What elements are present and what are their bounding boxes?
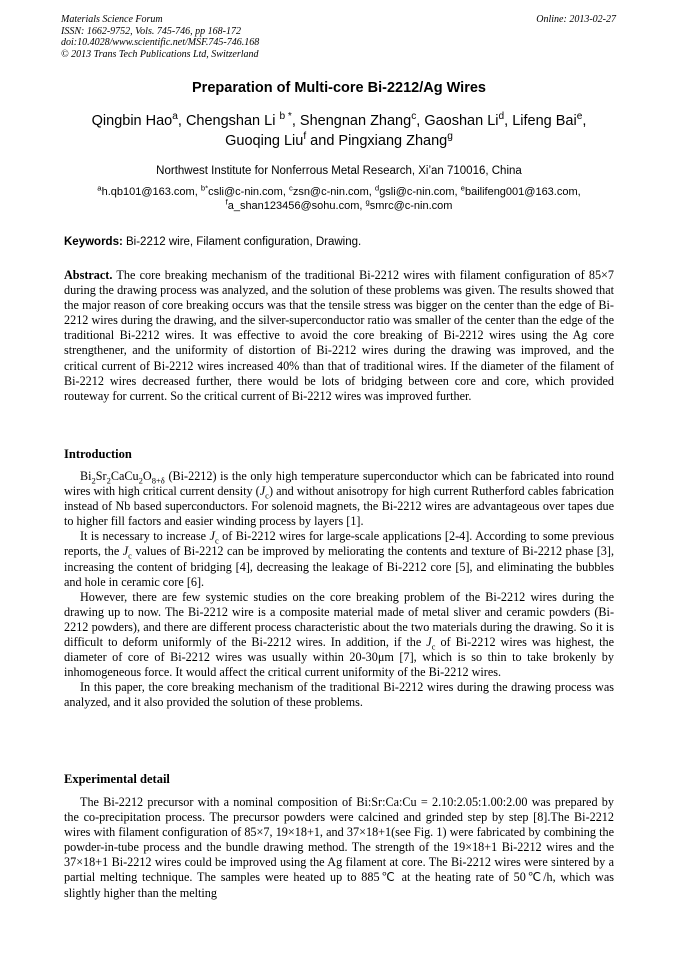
keywords-text: Bi-2212 wire, Filament configuration, Drawing. — [126, 236, 362, 248]
affiliation: Northwest Institute for Nonferrous Metal Research, Xi’an 710016, China — [156, 165, 522, 177]
paragraph: In this paper, the core breaking mechanism of the traditional Bi-2212 wires during the drawing process was analyzed, and it also provided the solution of these problems. — [64, 680, 614, 710]
author: Guoqing Liu$^f$ — [225, 131, 307, 149]
author-list: Qingbin Hao$^a$, Chengshan Li $^{b *}$, Shengnan Zhang$^c$, Gaoshan Li$^d$, Lifeng Bai$^e$, Guoqing Liu$^f$ and Pingxiang Zhang$^g$ — [91, 111, 587, 149]
introduction-body — [64, 469, 614, 711]
experimental-body — [64, 795, 614, 901]
email[interactable]: $^c$zsn@c-nin.com, — [288, 183, 372, 198]
abstract-label: Abstract. — [64, 268, 113, 282]
section-heading-experimental: Experimental detail — [64, 772, 170, 786]
abstract — [64, 268, 614, 404]
copyright-line: © 2013 Trans Tech Publications Ltd, Switzerland — [61, 48, 259, 60]
email[interactable]: $^d$gsli@c-nin.com, — [374, 183, 458, 198]
author: Shengnan Zhang$^c$ — [299, 111, 417, 129]
email[interactable]: $^a$h.qb101@163.com, — [97, 183, 198, 198]
author: Qingbin Hao$^a$ — [91, 111, 178, 129]
email[interactable]: $^e$bailifeng001@163.com, — [460, 183, 581, 198]
paragraph: $Bi_2Sr_2CaCu_2O_{8+\delta}$ (Bi-2212) is the only high temperature superconductor which can be fabricated into round wires with high critical current density $(J_c)$ and without anisotropy for high current Rutherford cables fabrication instead of Nb based superconductors. For solenoid magnets, the Bi-2212 wires are advantageous over tapes due to higher fill factors and easier winding process by layers [1]. — [64, 469, 614, 529]
issn-line: ISSN: 1662-9752, Vols. 745-746, pp 168-172 — [61, 25, 241, 37]
running-header — [61, 14, 616, 60]
paragraph: However, there are few systemic studies on the core breaking problem of the Bi-2212 wires during the drawing up to now. The Bi-2212 wire is a composite material made of metal sliver and ceramic powders (Bi-2212 powders), and there are different process characteristic about the two materials during the drawing. So it is difficult to deform uniformly of the Bi-2212 wires. In addition, if the $J_c$ of Bi-2212 wires was highest, the diameter of core of Bi-2212 wires was usually within 20-30μm [7], which is so thin to take brokenly by inhomogeneous force. It would affect the critical current uniformity of the Bi-2212 wires. — [64, 589, 614, 680]
paper-title: Preparation of Multi-core Bi-2212/Ag Wires — [192, 80, 486, 96]
keywords-label: Keywords: — [64, 236, 123, 248]
keywords — [64, 236, 361, 248]
author: Gaoshan Li$^d$ — [424, 111, 505, 129]
email-list — [40, 185, 638, 213]
journal-name: Materials Science Forum — [61, 14, 163, 25]
abstract-text: The core breaking mechanism of the traditional Bi-2212 wires with filament configuration of 85×7 during the drawing process was analyzed, and the solution of these problems was given. The results showed that the major reason of core breaking occurs was that the tensile stress was bigger on the center than the edge of Bi-2212 wires during the drawing, and the silver-superconductor ratio was smaller of the center than the edge of the traditional Bi-2212 wires. It was effective to avoid the core breaking of Bi-2212 wires using the Ag core strengthener, and the uniformity of distortion of Bi-2212 wires during the drawing was improved, and the critical current of Bi-2212 wires increased 40% than that of traditional wires. If the diameter of the filament of Bi-2212 wires decreased further, there would be lots of bridging between core and core, which provided routeway for current. So the critical current of Bi-2212 wires was improved further. — [64, 268, 614, 403]
email[interactable]: $^f$a_shan123456@sohu.com, — [225, 197, 363, 212]
paragraph: It is necessary to increase $J_c$ of Bi-2212 wires for large-scale applications [2-4]. According to some previous reports, the $J_c$ values of Bi-2212 can be improved by meliorating the contents and texture of Bi-2212 phase [3], increasing the content of bridging [4], decreasing the leakage of Bi-2212 core [5], and eliminating the bubbles and hole in ceramic core [6]. — [64, 529, 615, 589]
author: Chengshan Li $^{b *}$ — [185, 111, 292, 129]
online-date: Online: 2013-02-27 — [536, 14, 616, 25]
email[interactable]: $^{b*}$csli@c-nin.com, — [200, 183, 286, 198]
section-heading-introduction: Introduction — [64, 447, 132, 461]
author: Lifeng Bai$^e$ — [512, 111, 583, 129]
paragraph: The Bi-2212 precursor with a nominal composition of Bi:Sr:Ca:Cu = 2.10:2.05:1.00:2.00 was prepared by the co-precipitation process. The precursor powders were calcined and grinded step by step [8].The Bi-2212 wires with filament configuration of 85×7, 19×18+1, and 37×18+1(see Fig. 1) were fabricated by combining the powder-in-tube process and the bundle drawing method. The strength of the 19×18+1 Bi-2212 wires and the 37×18+1 Bi-2212 wires could be improved using the Ag filament at core. The Bi-2212 wires were sintered by a partial melting technique. The samples were heated up to 885℃ at the heating rate of 50℃/h, which was slightly higher than the melting — [64, 795, 614, 900]
author: Pingxiang Zhang$^g$ — [338, 131, 453, 149]
email[interactable]: $^g$smrc@c-nin.com — [365, 197, 453, 212]
doi-line: doi:10.4028/www.scientific.net/MSF.745-746.168 — [61, 37, 260, 48]
